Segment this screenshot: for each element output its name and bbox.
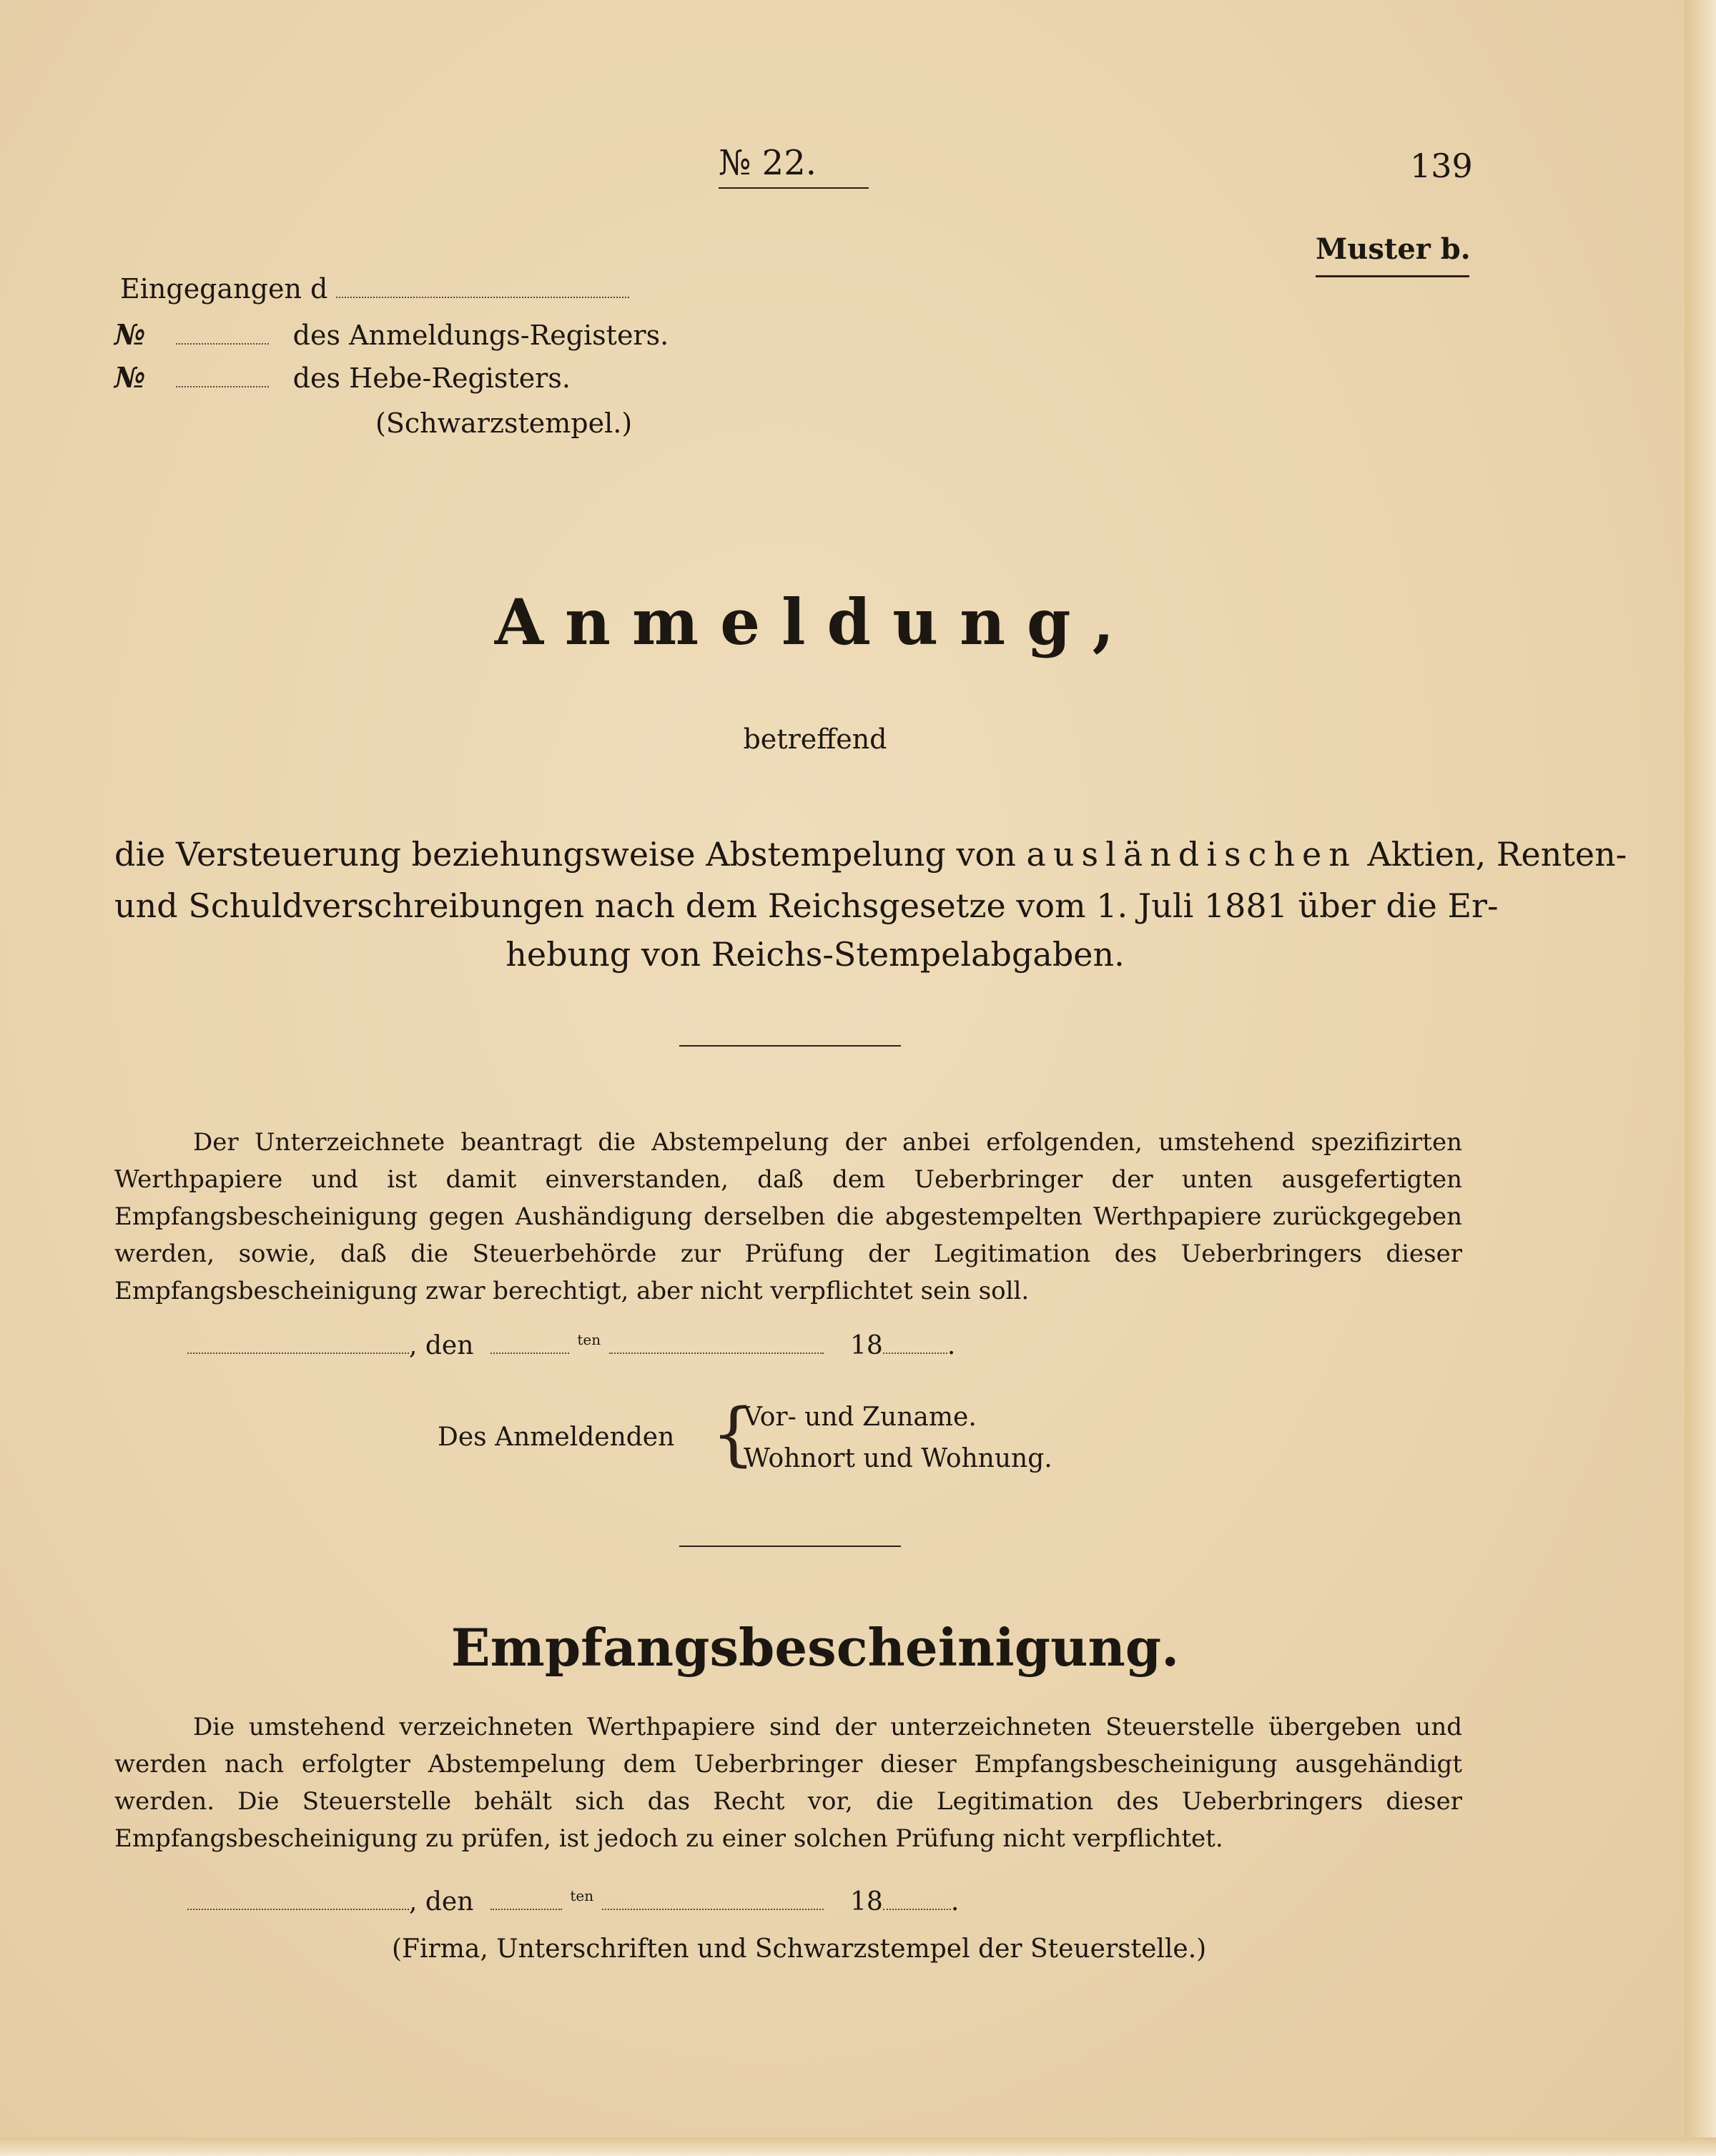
date-year-label: 18 — [850, 1887, 883, 1917]
date-end: . — [947, 1331, 956, 1360]
received-blank — [336, 297, 629, 298]
receipt-paragraph — [114, 1709, 1462, 1857]
month-blank — [609, 1353, 824, 1354]
number-sign: № — [114, 318, 146, 352]
declaration-paragraph — [114, 1124, 1462, 1310]
subject-text: die Versteuerung beziehungsweise Abstempelung von — [114, 835, 1027, 874]
subject-line-1 — [114, 835, 1627, 874]
registration-line-2 — [114, 361, 571, 395]
registration-line-2-text: des Hebe-Registers. — [292, 362, 571, 394]
subject-text: Aktien, Renten- — [1356, 835, 1627, 874]
date-year-label: 18 — [850, 1331, 883, 1360]
place-blank — [187, 1353, 409, 1354]
document-subtitle: betreffend — [743, 723, 887, 755]
page-edge-right — [1685, 0, 1716, 2156]
receipt-signature-note: (Firma, Unterschriften und Schwarzstempel der Steuerstelle.) — [392, 1934, 1207, 1964]
section-divider — [679, 1546, 901, 1547]
page-edge-bottom — [0, 2137, 1716, 2156]
day-blank — [490, 1353, 569, 1354]
subject-emphasis: ausländischen — [1026, 835, 1357, 874]
declaration-date-line — [187, 1331, 955, 1360]
applicant-name-label: Vor- und Zuname. — [744, 1403, 977, 1432]
applicant-label: Des Anmeldenden — [438, 1423, 675, 1452]
received-label: Eingegangen d — [120, 273, 328, 305]
date-den-label: , den — [409, 1331, 474, 1360]
registration-line-1 — [114, 318, 669, 352]
number-sign: № — [114, 361, 146, 395]
receipt-date-line — [187, 1887, 959, 1917]
date-ten-label: ten — [570, 1887, 594, 1904]
year-blank — [883, 1909, 951, 1910]
issue-number: № 22. — [719, 143, 817, 183]
number-blank — [176, 386, 269, 387]
year-blank — [883, 1353, 947, 1354]
pattern-label: Muster b. — [1316, 232, 1471, 266]
declaration-text: Der Unterzeichnete beantragt die Abstempelung der anbei erfolgenden, umstehend spezifizirten Werthpapiere und ist damit einverstanden, daß dem Ueberbringer der unten ausgefertigten Empfangsbescheinigung gegen Aushändigung derselben die abgestempelten Werthpapiere zurückgegeben werden, sowie, daß die Steuerbehörde zur Prüfung der Legitimation des Ueberbringers dieser Empfangsbescheinigung zwar berechtigt, aber nicht verpflichtet sein soll. — [114, 1128, 1462, 1305]
date-den-label: , den — [409, 1887, 474, 1917]
issue-number-underline — [719, 187, 869, 189]
receipt-text: Die umstehend verzeichneten Werthpapiere sind der unterzeichneten Steuerstelle übergeben und werden nach erfolgter Abstempelung dem Ueberbringer dieser Empfangsbescheinigung ausgehändigt werden. Die Steuerstelle behält sich das Recht vor, die Legitimation des Ueberbringers dieser Empfangsbescheinigung zu prüfen, ist jedoch zu einer solchen Prüfung nicht verpflichtet. — [114, 1713, 1462, 1853]
pattern-label-underline — [1316, 275, 1469, 277]
date-end: . — [950, 1887, 960, 1917]
day-blank — [490, 1909, 562, 1910]
place-blank — [187, 1909, 409, 1910]
subject-line-2: und Schuldverschreibungen nach dem Reichsgesetze vom 1. Juli 1881 über die Er- — [114, 886, 1499, 925]
stamp-note: (Schwarzstempel.) — [375, 407, 633, 439]
page-number: 139 — [1410, 147, 1473, 185]
subject-line-3: hebung von Reichs-Stempelabgaben. — [506, 935, 1125, 974]
receipt-title: Empfangsbescheinigung. — [450, 1617, 1180, 1678]
number-blank — [176, 343, 269, 345]
brace-icon: { — [711, 1394, 756, 1474]
section-divider — [679, 1045, 901, 1047]
registration-line-1-text: des Anmeldungs-Registers. — [292, 320, 669, 351]
month-blank — [602, 1909, 824, 1910]
applicant-address-label: Wohnort und Wohnung. — [744, 1444, 1052, 1473]
date-ten-label: ten — [577, 1331, 601, 1348]
document-title: Anmeldung, — [494, 585, 1136, 659]
received-line — [120, 273, 629, 305]
